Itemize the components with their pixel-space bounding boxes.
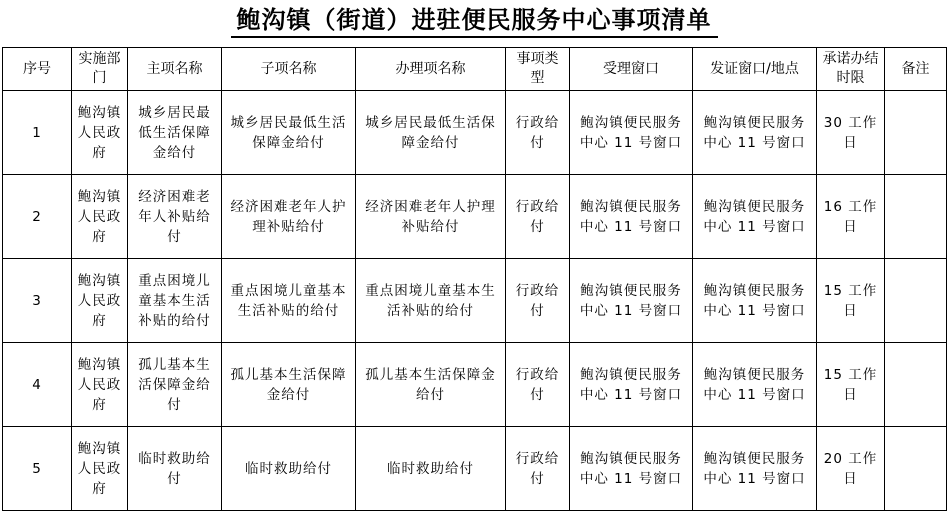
cell-accept-window: 鲍沟镇便民服务中心 11 号窗口: [570, 175, 693, 259]
cell-handle-item: 经济困难老年人护理补贴给付: [356, 175, 506, 259]
cell-remark: [885, 427, 947, 511]
cell-type: 行政给付: [506, 175, 570, 259]
cell-remark: [885, 91, 947, 175]
header-row: [3, 48, 947, 91]
table-row: [3, 343, 947, 427]
cell-accept-window: 鲍沟镇便民服务中心 11 号窗口: [570, 343, 693, 427]
header-remark: 备注: [885, 48, 947, 91]
header-handle-item: 办理项名称: [356, 48, 506, 91]
cell-no: 4: [3, 343, 72, 427]
title-area: [0, 0, 948, 46]
header-type: 事项类型: [506, 48, 570, 91]
cell-main-item: 重点困境儿童基本生活补贴的给付: [128, 259, 222, 343]
cell-time-limit: 30 工作日: [817, 91, 885, 175]
cell-cert-window: 鲍沟镇便民服务中心 11 号窗口: [693, 91, 817, 175]
cell-type: 行政给付: [506, 427, 570, 511]
cell-main-item: 城乡居民最低生活保障金给付: [128, 91, 222, 175]
table-row: [3, 91, 947, 175]
cell-cert-window: 鲍沟镇便民服务中心 11 号窗口: [693, 427, 817, 511]
header-accept-window: 受理窗口: [570, 48, 693, 91]
header-main-item: 主项名称: [128, 48, 222, 91]
table-row: [3, 175, 947, 259]
service-items-table: [2, 47, 947, 511]
cell-cert-window: 鲍沟镇便民服务中心 11 号窗口: [693, 175, 817, 259]
header-dept: 实施部门: [72, 48, 128, 91]
cell-dept: 鲍沟镇人民政府: [72, 91, 128, 175]
cell-dept: 鲍沟镇人民政府: [72, 175, 128, 259]
cell-dept: 鲍沟镇人民政府: [72, 343, 128, 427]
cell-sub-item: 孤儿基本生活保障金给付: [222, 343, 356, 427]
cell-type: 行政给付: [506, 343, 570, 427]
cell-remark: [885, 175, 947, 259]
table-header: [3, 48, 947, 91]
cell-sub-item: 重点困境儿童基本生活补贴的给付: [222, 259, 356, 343]
cell-time-limit: 15 工作日: [817, 259, 885, 343]
cell-main-item: 孤儿基本生活保障金给付: [128, 343, 222, 427]
cell-cert-window: 鲍沟镇便民服务中心 11 号窗口: [693, 343, 817, 427]
cell-main-item: 临时救助给付: [128, 427, 222, 511]
cell-sub-item: 城乡居民最低生活保障金给付: [222, 91, 356, 175]
header-time-limit: 承诺办结时限: [817, 48, 885, 91]
cell-sub-item: 临时救助给付: [222, 427, 356, 511]
cell-time-limit: 20 工作日: [817, 427, 885, 511]
cell-handle-item: 孤儿基本生活保障金给付: [356, 343, 506, 427]
cell-handle-item: 临时救助给付: [356, 427, 506, 511]
cell-time-limit: 15 工作日: [817, 343, 885, 427]
cell-main-item: 经济困难老年人补贴给付: [128, 175, 222, 259]
cell-no: 2: [3, 175, 72, 259]
cell-accept-window: 鲍沟镇便民服务中心 11 号窗口: [570, 427, 693, 511]
cell-no: 5: [3, 427, 72, 511]
table-row: [3, 427, 947, 511]
table-row: [3, 259, 947, 343]
cell-accept-window: 鲍沟镇便民服务中心 11 号窗口: [570, 91, 693, 175]
header-no: 序号: [3, 48, 72, 91]
cell-no: 1: [3, 91, 72, 175]
page-title: 鲍沟镇（街道）进驻便民服务中心事项清单: [231, 5, 718, 38]
cell-dept: 鲍沟镇人民政府: [72, 427, 128, 511]
cell-cert-window: 鲍沟镇便民服务中心 11 号窗口: [693, 259, 817, 343]
cell-sub-item: 经济困难老年人护理补贴给付: [222, 175, 356, 259]
cell-remark: [885, 343, 947, 427]
cell-accept-window: 鲍沟镇便民服务中心 11 号窗口: [570, 259, 693, 343]
cell-handle-item: 城乡居民最低生活保障金给付: [356, 91, 506, 175]
cell-type: 行政给付: [506, 91, 570, 175]
cell-remark: [885, 259, 947, 343]
header-sub-item: 子项名称: [222, 48, 356, 91]
header-cert-window: 发证窗口/地点: [693, 48, 817, 91]
table-body: [3, 91, 947, 511]
cell-dept: 鲍沟镇人民政府: [72, 259, 128, 343]
cell-no: 3: [3, 259, 72, 343]
cell-time-limit: 16 工作日: [817, 175, 885, 259]
cell-type: 行政给付: [506, 259, 570, 343]
cell-handle-item: 重点困境儿童基本生活补贴的给付: [356, 259, 506, 343]
